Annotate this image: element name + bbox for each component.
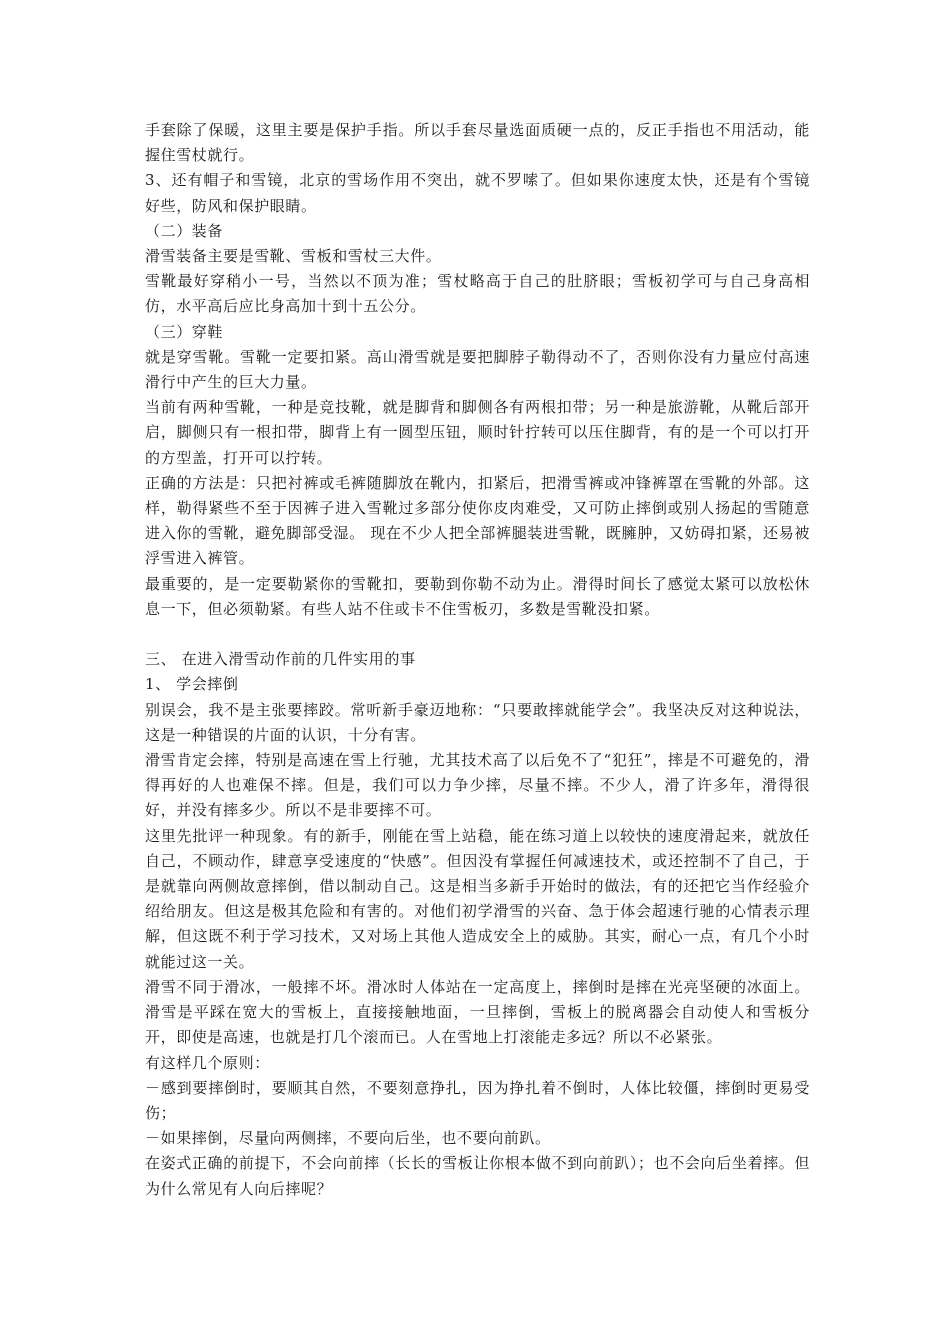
paragraph-falls-inevitable: 滑雪肯定会摔，特别是高速在雪上行驰，尤其技术高了以后免不了“犯狂”，摔是不可避免的，滑得再好的人也难保不摔。但是，我们可以力争少摔，尽量不摔。不少人，滑了许多年，滑得很好，并没有摔多少。所以不是非要摔不可。	[145, 751, 810, 820]
paragraph-equipment-sizing: 雪靴最好穿稍小一号，当然以不顶为准；雪杖略高于自己的肚脐眼；雪板初学可与自己身高相仿，水平高后应比身高加十到十五公分。	[145, 272, 810, 316]
paragraph-misunderstanding: 别误会，我不是主张要摔跤。常听新手豪迈地称：“只要敢摔就能学会”。我坚决反对这种说法，这是一种错误的片面的认识，十分有害。	[145, 700, 810, 744]
paragraph-principle-two: －如果摔倒，尽量向两侧摔，不要向后坐，也不要向前趴。	[145, 1129, 551, 1148]
document-body	[145, 118, 810, 1202]
paragraph-principles-intro: 有这样几个原则：	[145, 1053, 270, 1072]
blank-line	[145, 622, 810, 647]
paragraph-boots-tight: 就是穿雪靴。雪靴一定要扣紧。高山滑雪就是要把脚脖子勒得动不了，否则你没有力量应付高速滑行中产生的巨大力量。	[145, 347, 810, 392]
heading-equipment: （二）装备	[145, 221, 224, 240]
paragraph-equipment-items: 滑雪装备主要是雪靴、雪板和雪杖三大件。	[145, 247, 442, 266]
paragraph-correct-method: 正确的方法是：只把衬裤或毛裤随脚放在靴内，扣紧后，把滑雪裤或冲锋裤罩在雪靴的外部。这样，勒得紧些不至于因裤子进入雪靴过多部分使你皮肉难受，又可防止摔倒或别人扬起的雪随意进入你的雪靴，避免脚部受湿。 现在不少人把全部裤腿装进雪靴，既臃肿，又妨碍扣紧，还易被浮雪进入裤管。	[145, 473, 810, 568]
paragraph-principle-one: －感到要摔倒时，要顺其自然，不要刻意挣扎，因为挣扎着不倒时，人体比较僵，摔倒时更易受伤；	[145, 1078, 810, 1122]
heading-section-three: 三、 在进入滑雪动作前的几件实用的事	[145, 650, 416, 669]
paragraph-gloves: 手套除了保暖，这里主要是保护手指。所以手套尽量选面质硬一点的，反正手指也不用活动，能握住雪杖就行。	[145, 121, 810, 165]
paragraph-hat-goggles: 3、还有帽子和雪镜，北京的雪场作用不突出，就不罗嗦了。但如果你速度太快，还是有个雪镜好些，防风和保护眼睛。	[145, 171, 810, 215]
heading-wearing-boots: （三）穿鞋	[145, 322, 224, 341]
paragraph-ski-vs-skate: 滑雪不同于滑冰，一般摔不坏。滑冰时人体站在一定高度上，摔倒时是摔在光亮坚硬的冰面上。滑雪是平踩在宽大的雪板上，直接接触地面，一旦摔倒，雪板上的脱离器会自动使人和雪板分开，即使是高速，也就是打几个滚而已。人在雪地上打滚能走多远？所以不必紧张。	[145, 977, 810, 1047]
heading-learn-to-fall: 1、 学会摔倒	[145, 675, 239, 694]
paragraph-boot-types: 当前有两种雪靴，一种是竞技靴，就是脚背和脚侧各有两根扣带；另一种是旅游靴，从靴后部开启，脚侧只有一根扣带，脚背上有一圆型压钮，顺时针拧转可以压住脚背，有的是一个可以打开的方型盖，打开可以拧转。	[145, 398, 810, 467]
paragraph-posture: 在姿式正确的前提下，不会向前摔（长长的雪板让你根本做不到向前趴）；也不会向后坐着摔。但为什么常见有人向后摔呢？	[145, 1154, 810, 1198]
paragraph-criticism: 这里先批评一种现象。有的新手，刚能在雪上站稳，能在练习道上以较快的速度滑起来，就放任自己，不顾动作，肆意享受速度的“快感”。但因没有掌握任何减速技术，或还控制不了自己，于是就靠向两侧故意摔倒，借以制动自己。这是相当多新手开始时的做法，有的还把它当作经验介绍给朋友。但这是极其危险和有害的。对他们初学滑雪的兴奋、急于体会超速行驰的心情表示理解，但这既不利于学习技术，又对场上其他人造成安全上的威胁。其实，耐心一点，有几个小时就能过这一关。	[145, 826, 810, 971]
paragraph-most-important: 最重要的，是一定要勒紧你的雪靴扣，要勒到你勒不动为止。滑得时间长了感觉太紧可以放松休息一下，但必须勒紧。有些人站不住或卡不住雪板刃，多数是雪靴没扣紧。	[145, 574, 810, 618]
